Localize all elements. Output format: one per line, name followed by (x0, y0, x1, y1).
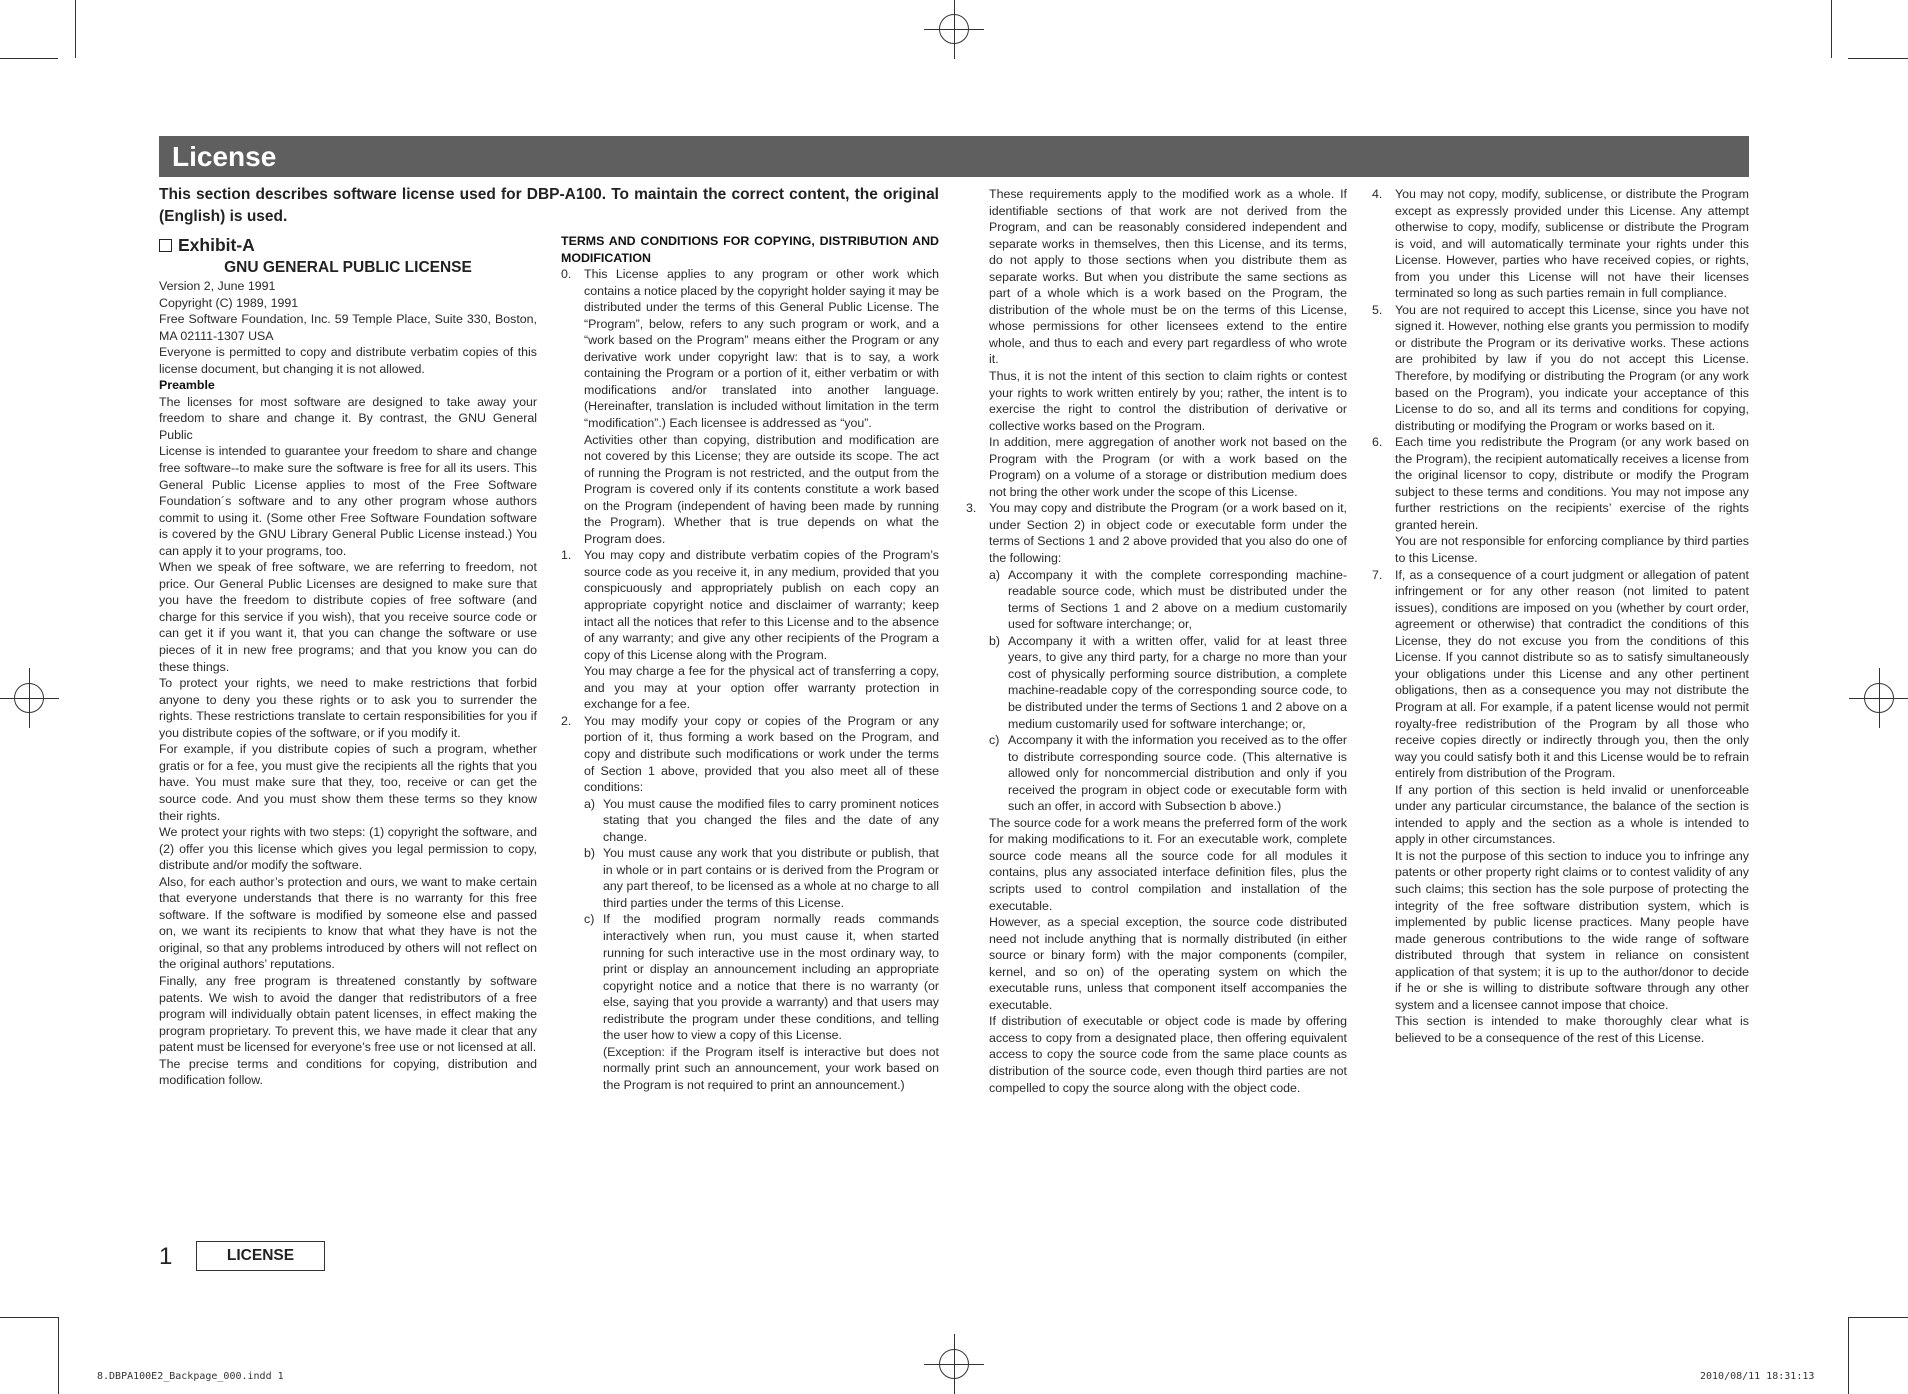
paragraph: The precise terms and conditions for copying, distribution and modification follow. (159, 1056, 537, 1088)
column-2 (561, 233, 939, 1093)
item-text: If, as a consequence of a court judgment or allegation of patent infringement or for any other reason (not limited to patent issues), conditions are imposed on you (whether by court order, agreement or otherwise) that contradict the conditions of this License, they do not excuse you from the conditions of this License. If you cannot distribute so as to satisfy simultaneously your obligations under this License and any other pertinent obligations, then as a consequence you may not distribute the Program at all. For example, if a patent license would not permit royalty-free redistribution of the Program by all those who receive copies directly or indirectly through you, then the only way you could satisfy both it and this License would be to refrain entirely from distribution of the Program. (1395, 567, 1749, 781)
item-continuation: It is not the purpose of this section to induce you to infringe any patents or other property right claims or to contest validity of any such claims; this section has the sole purpose of protecting the integrity of the free software distribution system, which is implemented by public license practices. Many people have made generous contributions to the wide range of software distributed through that system in reliance on consistent application of that system; it is up to the author/donor to decide if he or she is willing to distribute software through any other system and a licensee cannot impose that choice. (1395, 848, 1749, 1012)
page-title: License (159, 136, 1749, 177)
crop-mark (1848, 1317, 1849, 1394)
sub-item-letter: c) (584, 912, 595, 927)
list-item (1372, 186, 1749, 302)
item-continuation: If any portion of this section is held invalid or unenforceable under any particular circumstance, the balance of the section is intended to apply and the section as a whole is intended to apply in other circumstances. (1395, 782, 1749, 847)
item-continuation: This section is intended to make thoroughly clear what is believed to be a consequence of the rest of this License. (1395, 1014, 1749, 1045)
page-number: 1 (159, 1243, 173, 1270)
sub-item-letter: b) (989, 633, 1001, 648)
list-item (966, 500, 1347, 566)
sub-item (561, 796, 939, 846)
crop-mark (75, 0, 76, 58)
item-continuation: Activities other than copying, distribution and modification are not covered by this License; they are outside its scope. The act of running the Program is not restricted, and the output from the Program is covered only if its contents constitute a work based on the Program (independent of having been made by running the Program). Whether that is true depends on what the Program does. (584, 432, 939, 546)
list-item (1372, 434, 1749, 533)
item-number: 3. (966, 501, 977, 516)
sub-item (966, 633, 1347, 732)
item-text: You are not required to accept this License, since you have not signed it. However, nothing else grants you permission to modify or distribute the Program or its derivative works. These actions are prohibited by law if you do not accept this License. Therefore, by modifying or distributing the Program (or any work based on the Program), you indicate your acceptance of this License to do so, and all its terms and conditions for copying, distributing or modifying the Program or works based on it. (1395, 302, 1749, 433)
copyright-line: Copyright (C) 1989, 1991 (159, 295, 299, 310)
sub-item-text: Accompany it with a written offer, valid for at least three years, to give any third party, for a charge no more than your cost of physically performing source distribution, a complete machine-readable copy of the corresponding source code, to be distributed under the terms of Sections 1 and 2 above on a medium customarily used for software interchange; or, (1008, 633, 1347, 731)
item-number: 0. (561, 267, 572, 282)
sub-item-letter: a) (989, 567, 1001, 582)
registration-mark (1864, 683, 1894, 713)
paragraph: The source code for a work means the preferred form of the work for making modifications to it. For an executable work, complete source code means all the source code for all modules it contains, plus any associated interface definition files, plus the scripts used to control compilation and installation of the executable. (989, 815, 1347, 913)
paragraph: The licenses for most software are designed to take away your freedom to share and change it. By contrast, the GNU General Public (159, 394, 537, 442)
registration-mark (939, 1349, 969, 1379)
sub-item-letter: c) (989, 733, 1000, 748)
paragraph: Finally, any free program is threatened constantly by software patents. We wish to avoid the danger that redistributors of a free program will individually obtain patent licenses, in effect making the program proprietary. To prevent this, we have made it clear that any patent must be licensed for everyone’s free use or not licensed at all. (159, 973, 537, 1055)
sub-item (561, 845, 939, 911)
list-item (561, 547, 939, 663)
sub-item-text: Accompany it with the information you received as to the offer to distribute corresponding source code. (This alternative is allowed only for noncommercial distribution and only if you received the program in object code or executable form with such an offer, in accord with Subsection b above.) (1008, 733, 1347, 814)
permission-text: Everyone is permitted to copy and distribute verbatim copies of this license document, but changing it is not allowed. (159, 345, 537, 376)
item-number: 7. (1372, 567, 1383, 582)
exhibit-heading-text: Exhibit-A (178, 235, 255, 255)
item-number: 5. (1372, 302, 1383, 317)
sub-item-text: Accompany it with the complete corresponding machine-readable source code, which must be distributed under the terms of Sections 1 and 2 above on a medium customarily used for software interchange; or, (1008, 567, 1347, 632)
column-4 (1372, 186, 1749, 1046)
item-text: Each time you redistribute the Program (or any work based on the Program), the recipient automatically receives a license from the original licensor to copy, distribute or modify the Program subject to these terms and conditions. You may not impose any further restrictions on the recipients’ exercise of the rights granted herein. (1395, 435, 1749, 532)
slug-filename: 8.DBPA100E2_Backpage_000.indd 1 (97, 1371, 284, 1382)
sub-item (561, 911, 939, 1043)
sub-item (966, 567, 1347, 633)
exhibit-heading (159, 234, 537, 256)
sub-item-continuation: (Exception: if the Program itself is interactive but does not normally print such an announcement, your work based on the Program is not required to print an announcement.) (603, 1044, 939, 1092)
sub-item-letter: b) (584, 846, 596, 861)
list-item (561, 266, 939, 431)
paragraph: For example, if you distribute copies of such a program, whether gratis or for a fee, you must give the recipients all the rights that you have. You must make sure that they, too, receive or can get the source code. And you must show them these terms so they know their rights. (159, 742, 537, 823)
crop-mark (0, 58, 58, 59)
list-item (561, 713, 939, 796)
sub-item-letter: a) (584, 796, 596, 811)
paragraph: In addition, mere aggregation of another work not based on the Program with the Program (or with a work based on the Program) on a volume of a storage or distribution medium does not bring the other work under the scope of this License. (989, 435, 1347, 499)
item-number: 1. (561, 548, 572, 563)
section-label-box: LICENSE (196, 1241, 325, 1271)
list-item (1372, 302, 1749, 434)
item-continuation: You may charge a fee for the physical act of transferring a copy, and you may at your option offer warranty protection in exchange for a fee. (584, 664, 939, 712)
item-number: 4. (1372, 187, 1383, 201)
crop-mark (0, 1317, 58, 1318)
item-text: You may not copy, modify, sublicense, or distribute the Program except as expressly provided under this License. Any attempt otherwise to copy, modify, sublicense or distribute the Program is void, and will automatically terminate your rights under this License. However, parties who have received copies, or rights, from you under this License will not have their licenses terminated so long as such parties remain in full compliance. (1395, 187, 1749, 301)
column-1 (159, 234, 537, 1089)
sub-item (966, 732, 1347, 815)
list-item (1372, 567, 1749, 782)
registration-mark (939, 14, 969, 44)
item-continuation: You are not responsible for enforcing compliance by third parties to this License. (1395, 534, 1749, 566)
gnu-heading: GNU GENERAL PUBLIC LICENSE (224, 259, 472, 276)
preamble-heading: Preamble (159, 378, 215, 393)
checkbox-icon (159, 239, 172, 252)
slug-timestamp: 2010/08/11 18:31:13 (1700, 1371, 1815, 1382)
registration-mark (14, 683, 44, 713)
crop-mark (58, 1317, 59, 1394)
terms-heading: TERMS AND CONDITIONS FOR COPYING, DISTRIBUTION AND MODIFICATION (561, 234, 939, 265)
paragraph: These requirements apply to the modified work as a whole. If identifiable sections of that work are not derived from the Program, and can be reasonably considered independent and separate works in themselves, then this License, and its terms, do not apply to those sections when you distribute them as separate works. But when you distribute the same sections as part of a whole which is a work based on the Program, the distribution of the whole must be on the terms of this License, whose permissions for other licensees extend to the entire whole, and thus to each and every part regardless of who wrote it. (989, 187, 1347, 367)
item-number: 6. (1372, 435, 1383, 450)
paragraph: However, as a special exception, the source code distributed need not include anything that is normally distributed (in either source or binary form) with the major components (compiler, kernel, and so on) of the operating system on which the executable runs, unless that component itself accompanies the executable. (989, 915, 1347, 1012)
intro-text: This section describes software license used for DBP-A100. To maintain the correct content, the original (English) is used. (159, 186, 939, 225)
fsf-address: Free Software Foundation, Inc. 59 Temple Place, Suite 330, Boston, MA 02111-1307 USA (159, 312, 537, 343)
paragraph: License is intended to guarantee your freedom to share and change free software--to make sure the software is free for all its users. This General Public License applies to most of the Free Software Foundation´s software and to any other program whose authors commit to using it. (Some other Free Software Foundation software is covered by the GNU Library General Public License instead.) You can apply it to your programs, too. (159, 444, 537, 558)
paragraph: Also, for each author’s protection and ours, we want to make certain that everyone understands that there is no warranty for this free software. If the software is modified by someone else and passed on, we want its recipients to know that what they have is not the original, so that any problems introduced by others will not reflect on the original authors’ reputations. (159, 874, 537, 972)
item-number: 2. (561, 713, 572, 728)
item-text: You may copy and distribute the Program (or a work based on it, under Section 2) in object code or executable form under the terms of Sections 1 and 2 above provided that you also do one of the following: (989, 501, 1347, 566)
paragraph: When we speak of free software, we are referring to freedom, not price. Our General Public Licenses are designed to make sure that you have the freedom to distribute copies of free software (and charge for this service if you wish), that you receive source code or can get it if you want it, that you can change the software or use pieces of it in new free programs; and that you know you can do these things. (159, 560, 537, 674)
crop-mark (1848, 58, 1908, 59)
version-line: Version 2, June 1991 (159, 279, 276, 293)
crop-mark (1848, 1317, 1908, 1318)
sub-item-text: You must cause the modified files to carry prominent notices stating that you changed the files and the date of any change. (603, 796, 939, 844)
paragraph: If distribution of executable or object code is made by offering access to copy from a designated place, then offering equivalent access to copy the source code from the same place counts as distribution of the source code, even though third parties are not compelled to copy the source along with the object code. (989, 1014, 1347, 1095)
paragraph: To protect your rights, we need to make restrictions that forbid anyone to deny you these rights or to ask you to surrender the rights. These restrictions translate to certain responsibilities for you if you distribute copies of the software, or if you modify it. (159, 676, 537, 740)
sub-item-text: You must cause any work that you distribute or publish, that in whole or in part contains or is derived from the Program or any part thereof, to be licensed as a whole at no charge to all third parties under the terms of this License. (603, 846, 939, 910)
item-text: This License applies to any program or other work which contains a notice placed by the copyright holder saying it may be distributed under the terms of this General Public License. The “Program”, below, refers to any such program or work, and a “work based on the Program” means either the Program or any derivative work under copyright law: that is to say, a work containing the Program or a portion of it, either verbatim or with modifications and/or translated into another language. (Hereinafter, translation is included without limitation in the term “modification”.) Each licensee is addressed as “you”. (584, 267, 939, 431)
column-3 (966, 186, 1347, 1096)
crop-mark (1831, 0, 1832, 58)
item-text: You may modify your copy or copies of the Program or any portion of it, thus forming a work based on the Program, and copy and distribute such modifications or work under the terms of Section 1 above, provided that you also meet all of these conditions: (584, 713, 939, 795)
paragraph: Thus, it is not the intent of this section to claim rights or contest your rights to work written entirely by you; rather, the intent is to exercise the right to control the distribution of derivative or collective works based on the Program. (989, 369, 1347, 433)
paragraph: We protect your rights with two steps: (1) copyright the software, and (2) offer you this license which gives you legal permission to copy, distribute and/or modify the software. (159, 825, 537, 873)
sub-item-text: If the modified program normally reads commands interactively when run, you must cause it, when started running for such interactive use in the most ordinary way, to print or display an announcement including an appropriate copyright notice and a notice that there is no warranty (or else, saying that you provide a warranty) and that users may redistribute the program under these conditions, and telling the user how to view a copy of this License. (603, 912, 939, 1043)
item-text: You may copy and distribute verbatim copies of the Program’s source code as you receive it, in any medium, provided that you conspicuously and appropriately publish on each copy an appropriate copyright notice and disclaimer of warranty; keep intact all the notices that refer to this License and to the absence of any warranty; and give any other recipients of the Program a copy of this License along with the Program. (584, 548, 939, 662)
